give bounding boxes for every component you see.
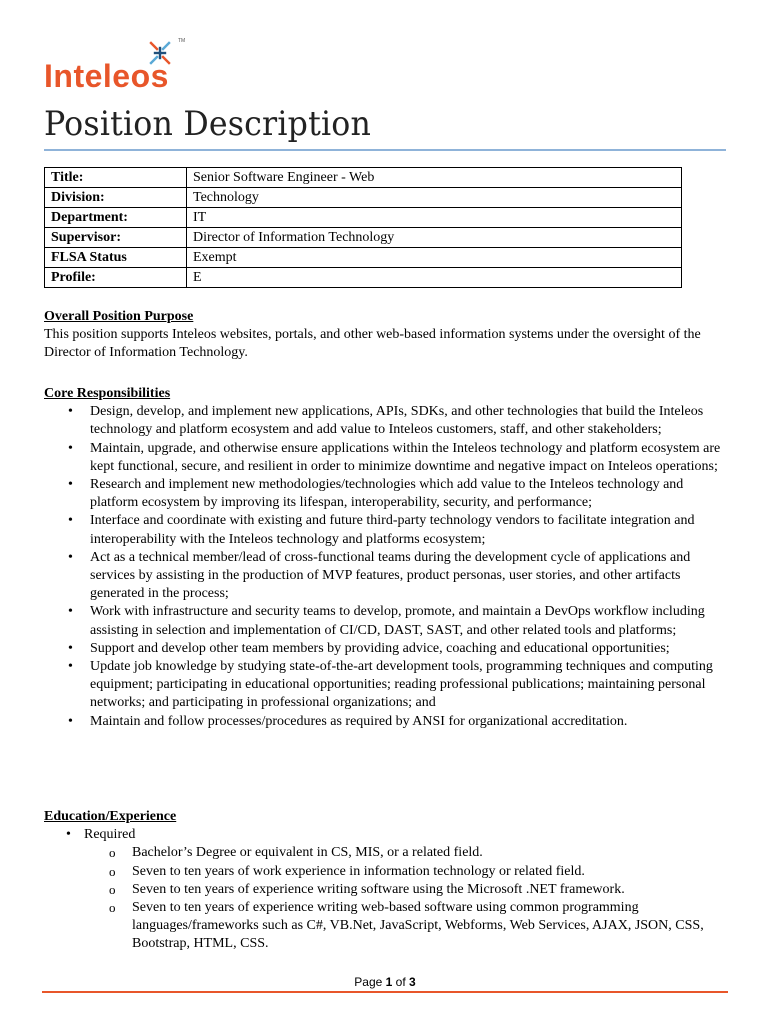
info-label: FLSA Status (45, 248, 187, 268)
table-row (45, 248, 682, 268)
info-value: IT (187, 208, 682, 228)
table-row (45, 188, 682, 208)
list-item: o Bachelor’s Degree or equivalent in CS, MIS, or a related field. (44, 844, 724, 862)
list-item: • Research and implement new methodologies/technologies which add value to the Inteleos technology and platform ecosystem by improving its lifespan, interoperability, security, and performance; (44, 476, 724, 512)
required-label: Required (84, 827, 136, 843)
list-item: • Design, develop, and implement new applications, APIs, SDKs, and other technologies that build the Inteleos technology and platform ecosystem and add value to Inteleos customers, staff, and other stakeholders; (44, 403, 724, 439)
table-row (45, 228, 682, 248)
list-item: • Act as a technical member/lead of cross-functional teams during the development cycle of applications and services by assisting in the production of MVP features, product personas, user stories, and other artifacts generated in the process; (44, 549, 724, 604)
of-word: of (395, 975, 406, 989)
position-info-table (44, 167, 682, 288)
list-item (44, 826, 724, 844)
info-label: Division: (45, 188, 187, 208)
table-row (45, 208, 682, 228)
table-row (45, 168, 682, 188)
list-item: o Seven to ten years of experience writing software using the Microsoft .NET framework. (44, 881, 724, 899)
list-item: • Update job knowledge by studying state-of-the-art development tools, programming techniques and computing equipment; participating in educational opportunities; reading professional publications; maintaining personal networks; and participating in professional organizations; and (44, 658, 724, 713)
page-title: Position Description (44, 104, 372, 144)
responsibilities-section (44, 385, 724, 731)
page-total: 3 (409, 975, 416, 989)
info-value: Technology (187, 188, 682, 208)
responsibilities-heading: Core Responsibilities (44, 386, 171, 401)
list-item: • Interface and coordinate with existing and future third-party technology vendors to facilitate integration and interoperability with the Inteleos technology and platforms ecosystem; (44, 512, 724, 548)
list-item: o Seven to ten years of work experience in information technology or related field. (44, 863, 724, 881)
footer-divider (42, 991, 728, 993)
info-label: Department: (45, 208, 187, 228)
info-label: Supervisor: (45, 228, 187, 248)
list-item: o Seven to ten years of experience writing web-based software using common programming languages/frameworks such as C#, VB.Net, JavaScript, Webforms, Web Services, AJAX, JSON, CSS, Bootstrap, HTML, CSS. (44, 899, 724, 954)
education-heading: Education/Experience (44, 809, 177, 824)
required-items-list (44, 844, 724, 953)
page-number: 1 (385, 975, 393, 989)
logo-wordmark: Inteleos (44, 58, 169, 94)
page-word: Page (354, 975, 383, 989)
title-divider (44, 149, 726, 151)
list-item: • Maintain, upgrade, and otherwise ensure applications within the Inteleos technology and platform ecosystem are kept functional, secure, and resilient in order to minimize downtime and negative impact on Inteleos operations; (44, 440, 724, 476)
info-value: Senior Software Engineer - Web (187, 168, 682, 188)
purpose-heading: Overall Position Purpose (44, 309, 194, 324)
list-item: • Maintain and follow processes/procedures as required by ANSI for organizational accreditation. (44, 713, 724, 731)
purpose-text: This position supports Inteleos websites, portals, and other web-based information systems under the oversight of the Director of Information Technology. (44, 327, 701, 361)
list-item: • Support and develop other team members by providing advice, coaching and educational opportunities; (44, 640, 724, 658)
info-value: Director of Information Technology (187, 228, 682, 248)
info-label: Title: (45, 168, 187, 188)
logo-trademark: TM (178, 38, 186, 44)
responsibilities-list (44, 403, 724, 731)
inteleos-logo (44, 38, 194, 98)
list-item: • Work with infrastructure and security teams to develop, promote, and maintain a DevOps workflow including assisting in selection and implementation of CI/CD, DAST, SAST, and other related tools and platforms; (44, 603, 724, 639)
info-value: Exempt (187, 248, 682, 268)
info-label: Profile: (45, 268, 187, 288)
info-value: E (187, 268, 682, 288)
purpose-section (44, 308, 724, 363)
education-list (44, 826, 724, 844)
page-footer (0, 975, 770, 989)
education-section (44, 808, 724, 954)
table-row (45, 268, 682, 288)
